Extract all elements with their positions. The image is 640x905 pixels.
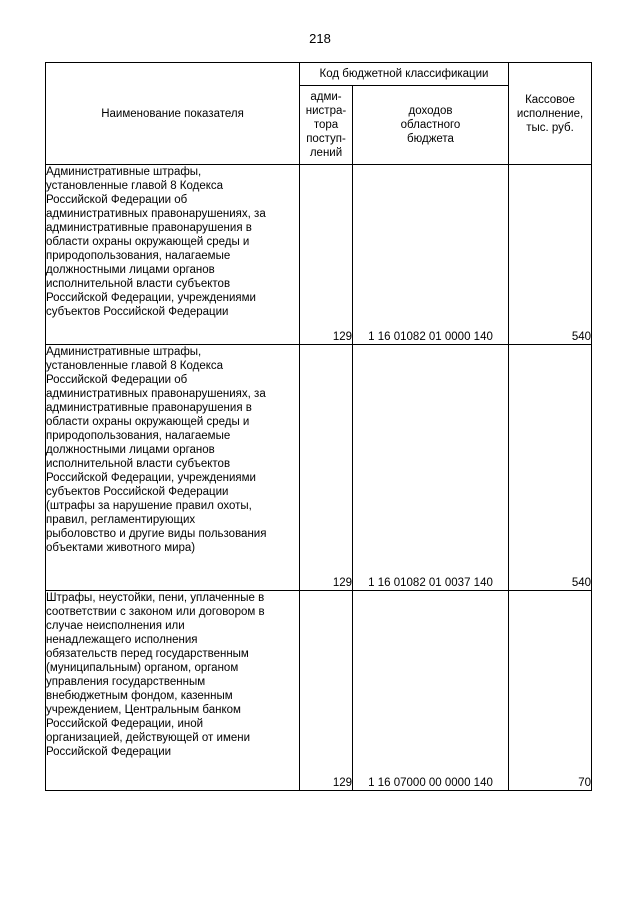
row-admin-code: 129 xyxy=(300,345,353,591)
table-row xyxy=(46,591,592,791)
row-income-code: 1 16 07000 00 0000 140 xyxy=(353,591,509,791)
row-cash-value: 70 xyxy=(509,591,592,791)
row-indicator-name: Административные штрафы, установленные главой 8 Кодекса Российской Федерации об административных правонарушениях, за административные правонарушения в области охраны окружающей среды и природопользования, налагаемые должностными лицами органов исполнительной власти субъектов Российской Федерации, учреждениями субъектов Российской Федерации (штрафы за нарушение правил охоты, правил, регламентирующих рыболовство и другие виды пользования объектами животного мира) xyxy=(46,345,300,591)
header-regional-budget-income: доходов областного бюджета xyxy=(353,86,509,165)
row-admin-code: 129 xyxy=(300,165,353,345)
header-indicator-name: Наименование показателя xyxy=(46,63,300,165)
row-cash-value: 540 xyxy=(509,165,592,345)
table-row xyxy=(46,345,592,591)
header-budget-code-group: Код бюджетной классификации xyxy=(300,63,509,86)
row-admin-code: 129 xyxy=(300,591,353,791)
row-cash-value: 540 xyxy=(509,345,592,591)
row-income-code: 1 16 01082 01 0000 140 xyxy=(353,165,509,345)
page-number: 218 xyxy=(309,31,331,46)
header-revenue-administrator: адми- нистра- тора поступ- лений xyxy=(300,86,353,165)
row-income-code: 1 16 01082 01 0037 140 xyxy=(353,345,509,591)
budget-table xyxy=(45,62,592,791)
header-cash-execution: Кассовое исполнение, тыс. руб. xyxy=(509,63,592,165)
row-indicator-name: Административные штрафы, установленные главой 8 Кодекса Российской Федерации об административных правонарушениях, за административные правонарушения в области охраны окружающей среды и природопользования, налагаемые должностными лицами органов исполнительной власти субъектов Российской Федерации, учреждениями субъектов Российской Федерации xyxy=(46,165,300,345)
row-indicator-name: Штрафы, неустойки, пени, уплаченные в соответствии с законом или договором в случае неисполнения или ненадлежащего исполнения обязательств перед государственным (муниципальным) органом, органом управления государственным внебюджетным фондом, казенным учреждением, Центральным банком Российской Федерации, иной организацией, действующей от имени Российской Федерации xyxy=(46,591,300,791)
table-row xyxy=(46,165,592,345)
